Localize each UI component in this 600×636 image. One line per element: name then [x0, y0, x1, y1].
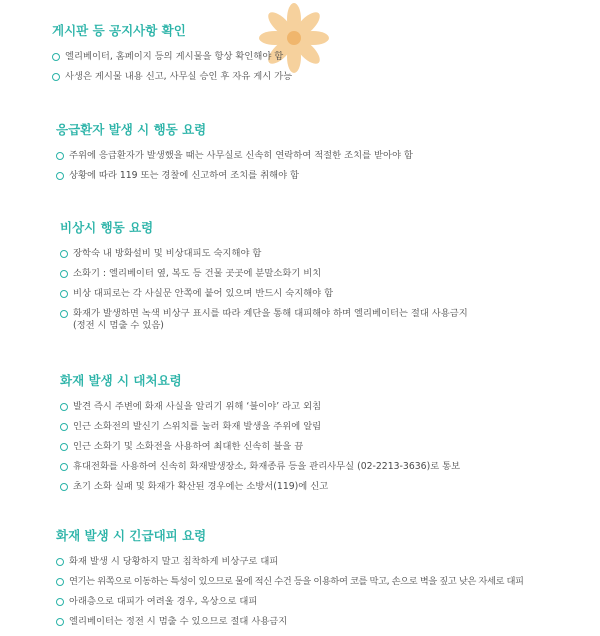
list-item: 주위에 응급환자가 발생했을 때는 사무실로 신속히 연락하여 적절한 조치를 받아야 함	[56, 150, 600, 162]
bullet-icon	[56, 578, 64, 586]
bullet-icon	[60, 463, 68, 471]
bullet-icon	[60, 483, 68, 491]
bullet-icon	[60, 403, 68, 411]
bullet-icon	[60, 443, 68, 451]
list-item: 엘리베이터, 홈페이지 등의 게시물을 항상 확인해야 함	[52, 51, 600, 63]
section-title: 화재 발생 시 긴급대피 요령	[56, 528, 207, 543]
section-emergency-action	[0, 220, 600, 340]
bullet-icon	[52, 53, 60, 61]
section-title: 비상시 행동 요령	[60, 220, 154, 235]
bullet-icon	[60, 423, 68, 431]
bullet-icon	[60, 310, 68, 318]
bullet-icon	[56, 598, 64, 606]
list-item: 화재 발생 시 당황하지 말고 침착하게 비상구로 대피	[56, 556, 600, 568]
list-item: 장학숙 내 방화설비 및 비상대피도 숙지해야 함	[60, 248, 600, 260]
section-title: 화재 발생 시 대처요령	[60, 373, 182, 388]
list-item: 인근 소화전의 발신기 스위치를 눌러 화재 발생을 주위에 알림	[60, 421, 600, 433]
list-item: 엘리베이터는 정전 시 멈출 수 있으므로 절대 사용금지	[56, 616, 600, 628]
list-item: 비상 대피로는 각 사실문 안쪽에 붙어 있으며 반드시 숙지해야 함	[60, 288, 600, 300]
section-fire-evacuation	[0, 528, 600, 636]
list-item: 아래층으로 대피가 여려울 경우, 옥상으로 대피	[56, 596, 600, 608]
list-item: 발견 즉시 주변에 화재 사실을 알리기 위해 ‘불이야’ 라고 외침	[60, 401, 600, 413]
list-item: 초기 소화 실패 및 화재가 확산된 경우에는 소방서(119)에 신고	[60, 481, 600, 493]
list-item: 인근 소화기 및 소화전을 사용하여 최대한 신속히 불을 끔	[60, 441, 600, 453]
section-emergency-patient	[0, 122, 600, 190]
bullet-icon	[60, 290, 68, 298]
list-item: 휴대전화를 사용하여 신속히 화재발생장소, 화재종류 등을 관리사무실 (02-2213-3636)로 통보	[60, 461, 600, 473]
list-item: 소화기 : 엘리베이터 옆, 복도 등 건물 곳곳에 분말소화기 비치	[60, 268, 600, 280]
bullet-icon	[56, 618, 64, 626]
bullet-icon	[56, 558, 64, 566]
bullet-icon	[56, 152, 64, 160]
list-item: 연기는 위쪽으로 이동하는 특성이 있으므로 물에 적신 수건 등을 이용하여 코를 막고, 손으로 벽을 짚고 낮은 자세로 대피	[56, 576, 600, 588]
list-item: 상황에 따라 119 또는 경찰에 신고하여 조치를 취해야 함	[56, 170, 600, 182]
bullet-icon	[60, 270, 68, 278]
list-item: 사생은 게시물 내용 신고, 사무실 승인 후 자유 게시 가능	[52, 71, 600, 83]
bullet-icon	[56, 172, 64, 180]
section-title: 응급환자 발생 시 행동 요령	[56, 122, 207, 137]
section-title: 게시판 등 공지사항 확인	[52, 23, 186, 38]
section-fire-response	[0, 373, 600, 501]
bullet-icon	[60, 250, 68, 258]
section-notice	[0, 23, 600, 91]
list-item: 화재가 발생하면 녹색 비상구 표시를 따라 계단을 통해 대피해야 하며 엘리베이터는 절대 사용금지 (정전 시 멈출 수 있음)	[60, 308, 600, 332]
bullet-icon	[52, 73, 60, 81]
